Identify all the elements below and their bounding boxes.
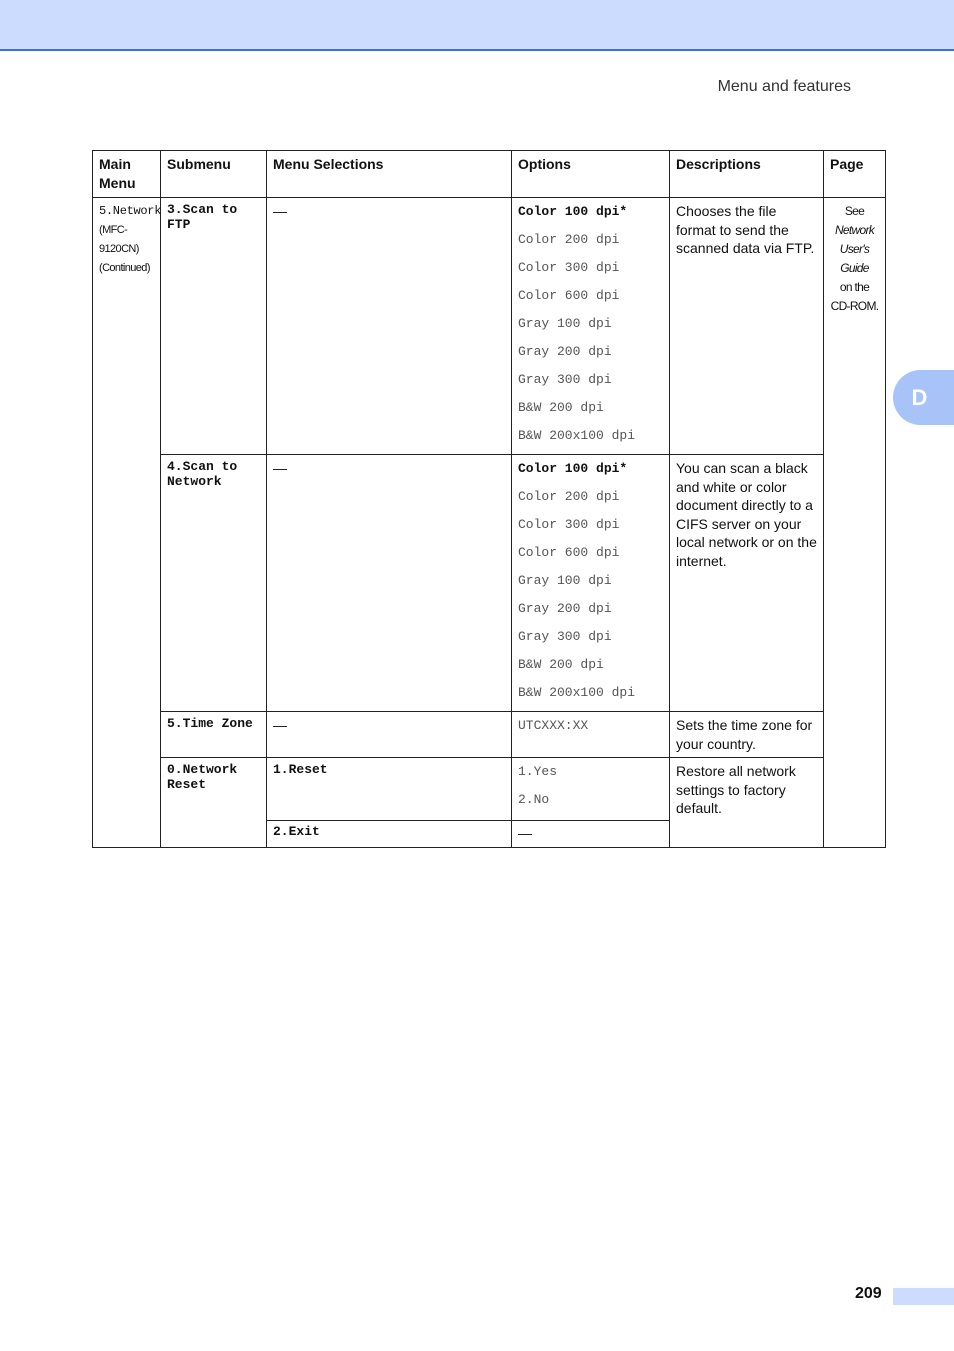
submenu-cell: 4.Scan to Network — [161, 455, 267, 712]
options-cell — [512, 758, 670, 821]
column-header: Main Menu — [93, 151, 161, 198]
options-cell — [512, 198, 670, 455]
page-ref-cell — [824, 198, 886, 848]
description-cell: Restore all network settings to factory default. — [670, 758, 824, 848]
page-ref-on: on the — [839, 280, 870, 294]
column-header: Submenu — [161, 151, 267, 198]
option-item: 1.Yes — [518, 764, 558, 779]
option-item: Color 300 dpi — [518, 260, 620, 275]
table-row — [93, 455, 886, 712]
continued-note: (Continued) — [99, 262, 150, 274]
table-row — [93, 712, 886, 758]
option-item: B&W 200 dpi — [518, 400, 604, 415]
table-row — [93, 198, 886, 455]
page-ref-guide: Network User's Guide — [834, 223, 875, 275]
model-note: (MFC-9120CN) — [99, 224, 139, 255]
option-item: Gray 300 dpi — [518, 372, 612, 387]
option-item: Color 600 dpi — [518, 288, 620, 303]
options-cell — [512, 712, 670, 758]
table-row — [93, 758, 886, 821]
option-item: Color 600 dpi — [518, 545, 620, 560]
selection-cell: 1.Reset — [267, 758, 512, 821]
option-item: Color 300 dpi — [518, 517, 620, 532]
option-item: Color 100 dpi* — [518, 461, 628, 476]
main-menu-cell — [93, 198, 161, 848]
page-header-title: Menu and features — [717, 78, 851, 95]
option-item: Gray 300 dpi — [518, 629, 612, 644]
page-number: 209 — [855, 1285, 882, 1302]
option-item: Gray 200 dpi — [518, 601, 612, 616]
top-band — [0, 0, 954, 51]
submenu-cell: 0.Network Reset — [161, 758, 267, 848]
chapter-tab: D — [893, 370, 954, 425]
description-cell: Sets the time zone for your country. — [670, 712, 824, 758]
option-item: Color 200 dpi — [518, 232, 620, 247]
option-item: B&W 200 dpi — [518, 657, 604, 672]
footer-band — [893, 1288, 954, 1305]
column-header: Descriptions — [670, 151, 824, 198]
selection-cell: 2.Exit — [267, 821, 512, 848]
option-item: Gray 100 dpi — [518, 316, 612, 331]
option-item: UTCXXX:XX — [518, 718, 589, 733]
option-item: B&W 200x100 dpi — [518, 428, 636, 443]
description-cell: You can scan a black and white or color document directly to a CIFS server on your local network or on the internet. — [670, 455, 824, 712]
option-item: Color 200 dpi — [518, 489, 620, 504]
selection-cell: — — [267, 198, 512, 455]
column-header: Options — [512, 151, 670, 198]
submenu-cell: 5.Time Zone — [161, 712, 267, 758]
option-item: Color 100 dpi* — [518, 204, 628, 219]
selection-cell: — — [267, 712, 512, 758]
page-ref-media: CD-ROM. — [830, 299, 879, 313]
description-cell: Chooses the file format to send the scanned data via FTP. — [670, 198, 824, 455]
column-header: Page — [824, 151, 886, 198]
option-item: Gray 200 dpi — [518, 344, 612, 359]
options-cell — [512, 455, 670, 712]
menu-table — [92, 150, 886, 848]
options-cell: — — [512, 821, 670, 848]
column-header: Menu Selections — [267, 151, 512, 198]
submenu-cell: 3.Scan to FTP — [161, 198, 267, 455]
option-item: Gray 100 dpi — [518, 573, 612, 588]
option-item: B&W 200x100 dpi — [518, 685, 636, 700]
main-menu-label: 5.Network — [99, 204, 162, 218]
selection-cell: — — [267, 455, 512, 712]
page-ref-see: See — [844, 204, 865, 218]
table-header-row — [93, 151, 886, 198]
option-item: 2.No — [518, 792, 550, 807]
